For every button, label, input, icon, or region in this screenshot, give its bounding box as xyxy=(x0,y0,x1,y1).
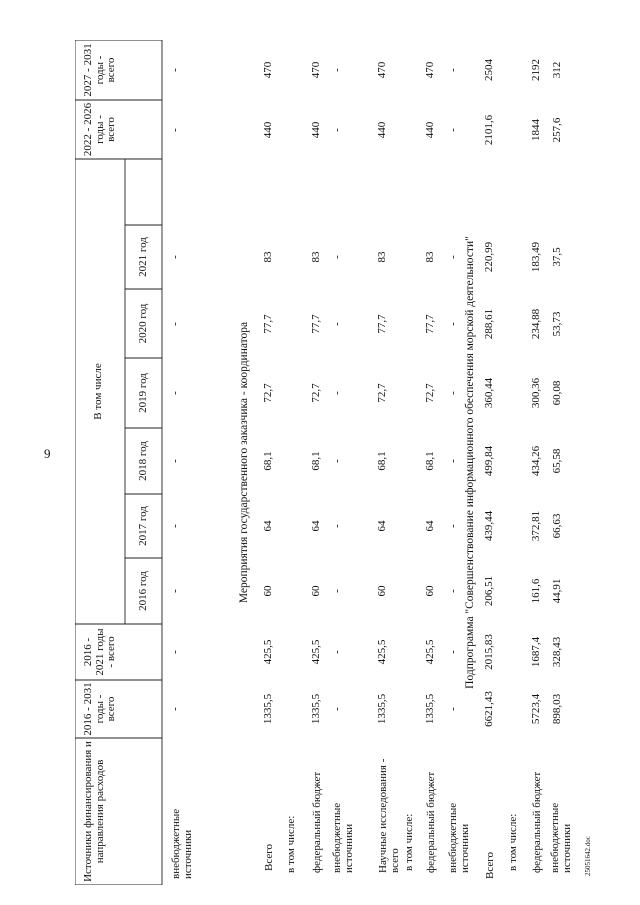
row-subprogram-total-cell: 499,84 xyxy=(483,445,495,477)
header-year-2020: 2020 год xyxy=(137,303,149,344)
row-federal-3-cell: 1687,4 xyxy=(530,636,542,668)
rotated-page xyxy=(75,40,620,885)
row-federal-1-cell: 77,7 xyxy=(310,314,322,334)
row-total-1-cell: 1335,5 xyxy=(262,693,274,725)
row-total-1-cell: 68,1 xyxy=(262,451,274,471)
row-research-total-cell: 60 xyxy=(376,585,388,597)
row-federal-1-cell: 470 xyxy=(310,61,322,79)
row-federal-2-cell: 470 xyxy=(424,61,436,79)
row-offbudget-2-cell: - xyxy=(331,322,343,326)
footer-filename: 25051642.doc xyxy=(584,836,592,876)
row-offbudget-2-cell: - xyxy=(331,128,343,132)
row-federal-1-cell: 68,1 xyxy=(310,451,322,471)
row-including-2-label: в том числе: xyxy=(403,813,415,871)
row-subprogram-total-label: Всего xyxy=(484,852,496,879)
row-offbudget-1-cell: - xyxy=(169,255,181,259)
row-subprogram-total-cell: 2015,83 xyxy=(483,634,495,670)
row-offbudget-4-cell: 60,08 xyxy=(551,380,563,406)
row-federal-1-cell: 425,5 xyxy=(310,639,322,665)
row-research-total-cell: 72,7 xyxy=(376,383,388,403)
row-federal-3-cell: 183,49 xyxy=(530,241,542,273)
row-subprogram-total-cell: 360,44 xyxy=(483,377,495,409)
row-offbudget-3-cell: - xyxy=(447,255,459,259)
row-offbudget-4-cell: 65,58 xyxy=(551,448,563,474)
row-federal-3-cell: 161,6 xyxy=(530,578,542,604)
row-total-1-cell: 83 xyxy=(262,251,274,263)
header-year-2019: 2019 год xyxy=(137,373,149,413)
row-total-1-cell: 470 xyxy=(262,61,274,79)
row-offbudget-4-cell: 53,73 xyxy=(551,311,563,337)
row-offbudget-2-cell: - xyxy=(331,68,343,72)
row-offbudget-3-label: внебюджетные источники xyxy=(447,802,471,873)
row-total-1-cell: 77,7 xyxy=(262,314,274,334)
header-year-2017: 2017 год xyxy=(137,506,149,546)
row-offbudget-3-cell: - xyxy=(447,650,459,654)
row-federal-3-cell: 300,36 xyxy=(530,377,542,409)
row-federal-1-cell: 72,7 xyxy=(310,383,322,403)
row-subprogram-total-cell: 220,99 xyxy=(483,241,495,273)
row-federal-1-cell: 440 xyxy=(310,121,322,139)
row-federal-3-cell: 372,81 xyxy=(530,510,542,542)
header-in-that-number: В том числе xyxy=(92,363,104,420)
row-offbudget-2-cell: - xyxy=(331,459,343,463)
row-federal-1-label: федеральный бюджет xyxy=(311,771,323,873)
row-offbudget-4-cell: 66,63 xyxy=(551,513,563,539)
row-federal-2-cell: 68,1 xyxy=(424,451,436,471)
row-subprogram-total-cell: 439,44 xyxy=(483,510,495,542)
row-federal-3-cell: 234,88 xyxy=(530,308,542,340)
row-total-1-label: Всего xyxy=(263,844,275,871)
row-offbudget-2-cell: - xyxy=(331,589,343,593)
row-federal-1-cell: 64 xyxy=(310,520,322,532)
row-research-total-cell: 77,7 xyxy=(376,314,388,334)
row-subprogram-total-cell: 2101,6 xyxy=(483,114,495,146)
header-2027-2031: 2027 - 2031 годы - всего xyxy=(82,43,117,97)
row-offbudget-4-label: внебюджетные источники xyxy=(549,802,573,873)
row-offbudget-2-cell: - xyxy=(331,255,343,259)
row-federal-2-cell: 425,5 xyxy=(424,639,436,665)
row-offbudget-3-cell: - xyxy=(447,524,459,528)
row-research-total-label: Научные исследования - всего xyxy=(377,758,401,873)
row-offbudget-2-label: внебюджетные источники xyxy=(331,802,355,873)
row-federal-2-cell: 64 xyxy=(424,520,436,532)
header-year-2021: 2021 год xyxy=(137,237,149,277)
row-federal-2-cell: 72,7 xyxy=(424,383,436,403)
row-offbudget-3-cell: - xyxy=(447,707,459,711)
row-offbudget-1-cell: - xyxy=(169,707,181,711)
row-offbudget-4-cell: 312 xyxy=(551,61,563,79)
row-subprogram-total-cell: 2504 xyxy=(483,59,495,81)
row-federal-3-cell: 5723,4 xyxy=(530,693,542,725)
row-subprogram-total-cell: 6621,43 xyxy=(483,691,495,727)
row-including-1-label: в том числе: xyxy=(285,815,297,873)
row-federal-2-cell: 77,7 xyxy=(424,314,436,334)
row-offbudget-3-cell: - xyxy=(447,459,459,463)
row-research-total-cell: 470 xyxy=(376,61,388,79)
row-including-3-label: в том числе: xyxy=(507,813,519,871)
row-research-total-cell: 68,1 xyxy=(376,451,388,471)
row-offbudget-1-cell: - xyxy=(169,650,181,654)
row-offbudget-1-cell: - xyxy=(169,459,181,463)
row-total-1-cell: 425,5 xyxy=(262,639,274,665)
row-subprogram-total-cell: 206,51 xyxy=(483,575,495,607)
row-offbudget-4-cell: 257,6 xyxy=(551,117,563,143)
row-offbudget-3-cell: - xyxy=(447,128,459,132)
row-offbudget-2-cell: - xyxy=(331,524,343,528)
row-offbudget-2-cell: - xyxy=(331,391,343,395)
row-federal-3-cell: 1844 xyxy=(530,119,542,141)
row-federal-1-cell: 1335,5 xyxy=(310,693,322,725)
row-offbudget-1-label: внебюджетные источники xyxy=(170,808,194,879)
row-federal-3-label: федеральный бюджет xyxy=(531,771,543,873)
row-research-total-cell: 83 xyxy=(376,251,388,263)
row-federal-2-cell: 60 xyxy=(424,585,436,597)
row-federal-2-cell: 83 xyxy=(424,251,436,263)
header-year-2018: 2018 год xyxy=(137,441,149,481)
row-federal-1-cell: 60 xyxy=(310,585,322,597)
row-offbudget-4-cell: 328,43 xyxy=(551,636,563,668)
row-offbudget-2-cell: - xyxy=(331,650,343,654)
row-federal-2-cell: 440 xyxy=(424,121,436,139)
row-total-1-cell: 60 xyxy=(262,585,274,597)
row-offbudget-3-cell: - xyxy=(447,589,459,593)
header-sources: Источники финансирования и направления расходов xyxy=(82,741,106,882)
row-offbudget-1-cell: - xyxy=(169,589,181,593)
row-offbudget-3-cell: - xyxy=(447,391,459,395)
row-research-total-cell: 440 xyxy=(376,121,388,139)
row-total-1-cell: 440 xyxy=(262,121,274,139)
header-2022-2026: 2022 - 2026 годы - всего xyxy=(82,102,117,157)
row-offbudget-4-cell: 44,91 xyxy=(551,578,563,604)
row-offbudget-1-cell: - xyxy=(169,68,181,72)
row-federal-2-label: федеральный бюджет xyxy=(425,771,437,873)
row-research-total-cell: 64 xyxy=(376,520,388,532)
row-subprogram-total-cell: 288,61 xyxy=(483,308,495,340)
page-number: 9 xyxy=(44,446,51,461)
row-federal-1-cell: 83 xyxy=(310,251,322,263)
row-research-total-cell: 425,5 xyxy=(376,639,388,665)
row-federal-3-cell: 2192 xyxy=(530,59,542,81)
row-offbudget-4-cell: 37,5 xyxy=(551,247,563,267)
funding-table xyxy=(75,40,620,885)
row-federal-3-cell: 434,26 xyxy=(530,445,542,477)
header-2016-2031: 2016 - 2031 годы - всего xyxy=(82,682,117,736)
row-offbudget-1-cell: - xyxy=(169,391,181,395)
row-total-1-cell: 72,7 xyxy=(262,383,274,403)
row-offbudget-4-cell: 898,03 xyxy=(551,693,563,725)
row-offbudget-1-cell: - xyxy=(169,322,181,326)
header-year-2016: 2016 год xyxy=(137,571,149,611)
row-offbudget-1-cell: - xyxy=(169,128,181,132)
section-subprogram-title: Подпрограмма "Совершенствование информационного обеспечения морской деятельности" xyxy=(464,236,476,689)
row-federal-2-cell: 1335,5 xyxy=(424,693,436,725)
row-research-total-cell: 1335,5 xyxy=(376,693,388,725)
row-offbudget-3-cell: - xyxy=(447,68,459,72)
row-offbudget-1-cell: - xyxy=(169,524,181,528)
section-coordinator-measures: Мероприятия государственного заказчика - координатора xyxy=(238,321,250,604)
header-2016-2021: 2016 - 2021 годы - всего xyxy=(82,628,117,676)
row-offbudget-3-cell: - xyxy=(447,322,459,326)
row-offbudget-2-cell: - xyxy=(331,707,343,711)
row-total-1-cell: 64 xyxy=(262,520,274,532)
